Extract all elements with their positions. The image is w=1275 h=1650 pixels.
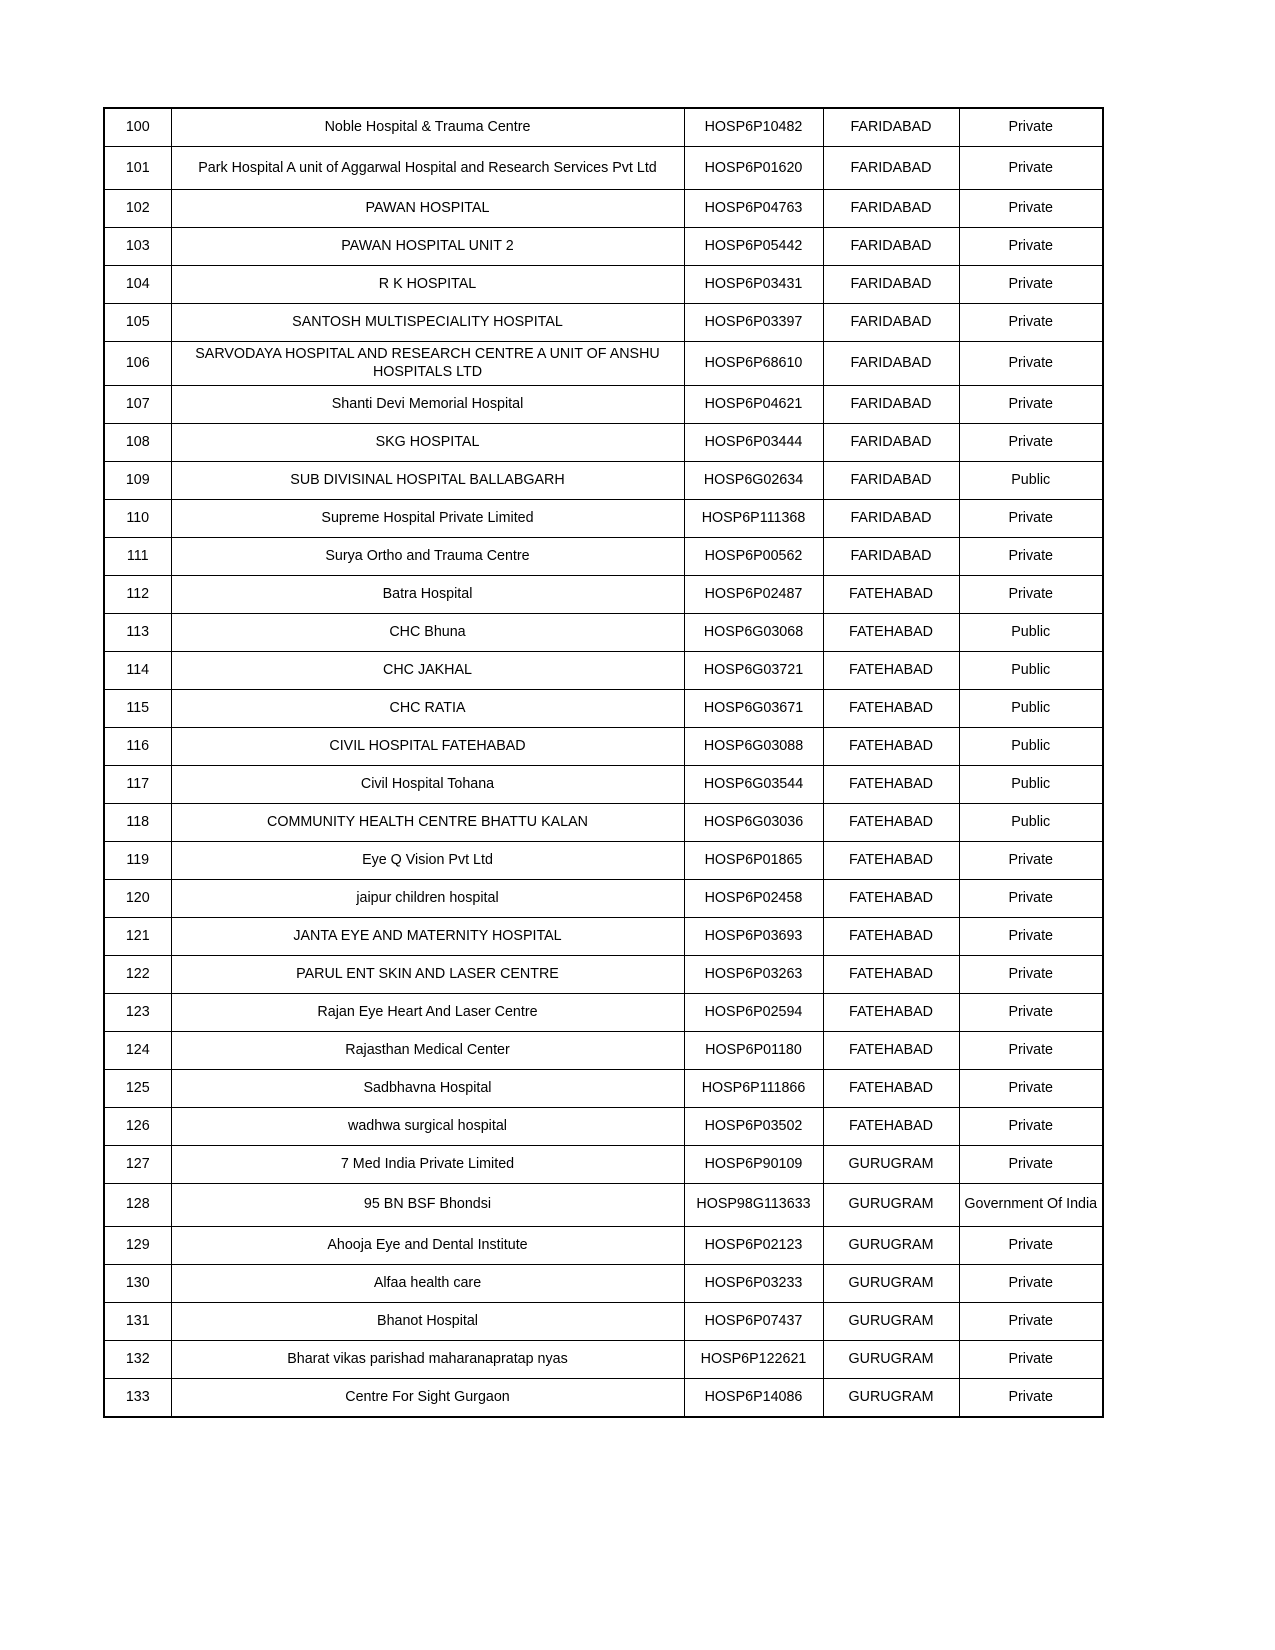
cell-serial-number: 106 bbox=[104, 342, 171, 386]
table-row bbox=[104, 1107, 1103, 1145]
cell-district: GURUGRAM bbox=[823, 1302, 959, 1340]
cell-district: GURUGRAM bbox=[823, 1183, 959, 1226]
cell-serial-number: 132 bbox=[104, 1340, 171, 1378]
cell-hospital-name: Alfaa health care bbox=[171, 1264, 684, 1302]
table-row bbox=[104, 1264, 1103, 1302]
cell-hospital-code: HOSP6P02594 bbox=[684, 993, 823, 1031]
cell-district: FATEHABAD bbox=[823, 803, 959, 841]
cell-hospital-code: HOSP6P05442 bbox=[684, 228, 823, 266]
cell-hospital-name: Noble Hospital & Trauma Centre bbox=[171, 108, 684, 147]
cell-serial-number: 123 bbox=[104, 993, 171, 1031]
table-row bbox=[104, 1340, 1103, 1378]
cell-serial-number: 124 bbox=[104, 1031, 171, 1069]
cell-hospital-name: Rajan Eye Heart And Laser Centre bbox=[171, 993, 684, 1031]
cell-hospital-name: CHC JAKHAL bbox=[171, 651, 684, 689]
cell-serial-number: 103 bbox=[104, 228, 171, 266]
cell-serial-number: 116 bbox=[104, 727, 171, 765]
cell-serial-number: 125 bbox=[104, 1069, 171, 1107]
cell-hospital-type: Private bbox=[959, 304, 1103, 342]
cell-hospital-code: HOSP6P111368 bbox=[684, 499, 823, 537]
table-body bbox=[104, 108, 1103, 1417]
table-row bbox=[104, 803, 1103, 841]
cell-hospital-type: Private bbox=[959, 917, 1103, 955]
cell-hospital-code: HOSP6P03444 bbox=[684, 423, 823, 461]
cell-district: FATEHABAD bbox=[823, 917, 959, 955]
table-row bbox=[104, 1302, 1103, 1340]
cell-hospital-name: Bharat vikas parishad maharanapratap nyas bbox=[171, 1340, 684, 1378]
cell-hospital-type: Private bbox=[959, 147, 1103, 190]
table-row bbox=[104, 108, 1103, 147]
cell-hospital-type: Public bbox=[959, 803, 1103, 841]
cell-hospital-type: Private bbox=[959, 537, 1103, 575]
cell-hospital-name: R K HOSPITAL bbox=[171, 266, 684, 304]
cell-hospital-code: HOSP6G03721 bbox=[684, 651, 823, 689]
cell-hospital-code: HOSP6P02487 bbox=[684, 575, 823, 613]
cell-district: FARIDABAD bbox=[823, 461, 959, 499]
cell-hospital-code: HOSP6P01620 bbox=[684, 147, 823, 190]
cell-serial-number: 129 bbox=[104, 1226, 171, 1264]
cell-hospital-code: HOSP6P00562 bbox=[684, 537, 823, 575]
cell-hospital-name: Eye Q Vision Pvt Ltd bbox=[171, 841, 684, 879]
cell-hospital-type: Private bbox=[959, 385, 1103, 423]
cell-serial-number: 110 bbox=[104, 499, 171, 537]
cell-hospital-code: HOSP6P03397 bbox=[684, 304, 823, 342]
cell-hospital-code: HOSP6G03671 bbox=[684, 689, 823, 727]
table-row bbox=[104, 1226, 1103, 1264]
cell-hospital-code: HOSP6P03233 bbox=[684, 1264, 823, 1302]
cell-district: FATEHABAD bbox=[823, 651, 959, 689]
cell-district: FARIDABAD bbox=[823, 108, 959, 147]
cell-district: GURUGRAM bbox=[823, 1378, 959, 1417]
cell-hospital-code: HOSP6P03693 bbox=[684, 917, 823, 955]
cell-hospital-name: wadhwa surgical hospital bbox=[171, 1107, 684, 1145]
cell-district: FATEHABAD bbox=[823, 955, 959, 993]
cell-hospital-name: 7 Med India Private Limited bbox=[171, 1145, 684, 1183]
cell-hospital-code: HOSP6G02634 bbox=[684, 461, 823, 499]
table-row bbox=[104, 955, 1103, 993]
cell-hospital-type: Private bbox=[959, 499, 1103, 537]
cell-hospital-type: Private bbox=[959, 190, 1103, 228]
cell-hospital-code: HOSP6P04763 bbox=[684, 190, 823, 228]
cell-hospital-code: HOSP6P111866 bbox=[684, 1069, 823, 1107]
cell-hospital-type: Private bbox=[959, 228, 1103, 266]
cell-hospital-name: SUB DIVISINAL HOSPITAL BALLABGARH bbox=[171, 461, 684, 499]
cell-serial-number: 121 bbox=[104, 917, 171, 955]
cell-hospital-type: Private bbox=[959, 1145, 1103, 1183]
hospital-table-container bbox=[103, 107, 1102, 1418]
cell-hospital-code: HOSP6P14086 bbox=[684, 1378, 823, 1417]
cell-hospital-type: Private bbox=[959, 1340, 1103, 1378]
table-row bbox=[104, 651, 1103, 689]
cell-hospital-name: COMMUNITY HEALTH CENTRE BHATTU KALAN bbox=[171, 803, 684, 841]
cell-serial-number: 131 bbox=[104, 1302, 171, 1340]
cell-serial-number: 119 bbox=[104, 841, 171, 879]
cell-district: FATEHABAD bbox=[823, 765, 959, 803]
cell-hospital-type: Private bbox=[959, 1378, 1103, 1417]
cell-hospital-type: Private bbox=[959, 1226, 1103, 1264]
cell-hospital-type: Private bbox=[959, 1107, 1103, 1145]
cell-serial-number: 111 bbox=[104, 537, 171, 575]
cell-hospital-code: HOSP6G03036 bbox=[684, 803, 823, 841]
table-row bbox=[104, 266, 1103, 304]
cell-hospital-code: HOSP6P01865 bbox=[684, 841, 823, 879]
table-row bbox=[104, 575, 1103, 613]
cell-serial-number: 105 bbox=[104, 304, 171, 342]
cell-serial-number: 102 bbox=[104, 190, 171, 228]
table-row bbox=[104, 423, 1103, 461]
cell-hospital-name: Ahooja Eye and Dental Institute bbox=[171, 1226, 684, 1264]
cell-hospital-type: Private bbox=[959, 423, 1103, 461]
cell-serial-number: 112 bbox=[104, 575, 171, 613]
cell-hospital-name: CHC Bhuna bbox=[171, 613, 684, 651]
cell-hospital-name: Bhanot Hospital bbox=[171, 1302, 684, 1340]
cell-hospital-code: HOSP6P03502 bbox=[684, 1107, 823, 1145]
cell-hospital-name: 95 BN BSF Bhondsi bbox=[171, 1183, 684, 1226]
cell-district: FARIDABAD bbox=[823, 342, 959, 386]
cell-district: GURUGRAM bbox=[823, 1264, 959, 1302]
cell-hospital-type: Public bbox=[959, 689, 1103, 727]
table-row bbox=[104, 1183, 1103, 1226]
cell-hospital-name: PAWAN HOSPITAL bbox=[171, 190, 684, 228]
cell-hospital-type: Public bbox=[959, 727, 1103, 765]
cell-hospital-type: Private bbox=[959, 1031, 1103, 1069]
cell-serial-number: 113 bbox=[104, 613, 171, 651]
cell-serial-number: 126 bbox=[104, 1107, 171, 1145]
cell-district: FARIDABAD bbox=[823, 190, 959, 228]
table-row bbox=[104, 841, 1103, 879]
table-row bbox=[104, 1069, 1103, 1107]
cell-hospital-name: SKG HOSPITAL bbox=[171, 423, 684, 461]
cell-serial-number: 127 bbox=[104, 1145, 171, 1183]
cell-serial-number: 128 bbox=[104, 1183, 171, 1226]
table-row bbox=[104, 765, 1103, 803]
cell-hospital-name: Civil Hospital Tohana bbox=[171, 765, 684, 803]
cell-district: FATEHABAD bbox=[823, 841, 959, 879]
table-row bbox=[104, 993, 1103, 1031]
table-row bbox=[104, 461, 1103, 499]
cell-hospital-type: Private bbox=[959, 1069, 1103, 1107]
cell-hospital-name: CIVIL HOSPITAL FATEHABAD bbox=[171, 727, 684, 765]
cell-hospital-code: HOSP6P10482 bbox=[684, 108, 823, 147]
cell-district: GURUGRAM bbox=[823, 1340, 959, 1378]
cell-district: FARIDABAD bbox=[823, 423, 959, 461]
cell-hospital-code: HOSP6P02458 bbox=[684, 879, 823, 917]
table-row bbox=[104, 613, 1103, 651]
cell-hospital-type: Private bbox=[959, 879, 1103, 917]
table-row bbox=[104, 304, 1103, 342]
cell-hospital-type: Private bbox=[959, 1264, 1103, 1302]
cell-hospital-code: HOSP6P04621 bbox=[684, 385, 823, 423]
cell-serial-number: 118 bbox=[104, 803, 171, 841]
cell-serial-number: 100 bbox=[104, 108, 171, 147]
cell-hospital-name: JANTA EYE AND MATERNITY HOSPITAL bbox=[171, 917, 684, 955]
cell-district: FARIDABAD bbox=[823, 228, 959, 266]
cell-serial-number: 115 bbox=[104, 689, 171, 727]
cell-district: FATEHABAD bbox=[823, 575, 959, 613]
cell-hospital-name: SANTOSH MULTISPECIALITY HOSPITAL bbox=[171, 304, 684, 342]
cell-hospital-code: HOSP6P07437 bbox=[684, 1302, 823, 1340]
cell-serial-number: 101 bbox=[104, 147, 171, 190]
table-row bbox=[104, 499, 1103, 537]
cell-serial-number: 117 bbox=[104, 765, 171, 803]
cell-serial-number: 120 bbox=[104, 879, 171, 917]
cell-hospital-code: HOSP6P90109 bbox=[684, 1145, 823, 1183]
cell-serial-number: 109 bbox=[104, 461, 171, 499]
cell-hospital-name: Supreme Hospital Private Limited bbox=[171, 499, 684, 537]
cell-hospital-name: Surya Ortho and Trauma Centre bbox=[171, 537, 684, 575]
table-row bbox=[104, 190, 1103, 228]
table-row bbox=[104, 342, 1103, 386]
cell-district: FARIDABAD bbox=[823, 147, 959, 190]
cell-hospital-code: HOSP6P03263 bbox=[684, 955, 823, 993]
table-row bbox=[104, 537, 1103, 575]
cell-district: FATEHABAD bbox=[823, 1107, 959, 1145]
cell-hospital-type: Public bbox=[959, 461, 1103, 499]
cell-serial-number: 108 bbox=[104, 423, 171, 461]
cell-hospital-name: Shanti Devi Memorial Hospital bbox=[171, 385, 684, 423]
table-row bbox=[104, 1378, 1103, 1417]
table-row bbox=[104, 727, 1103, 765]
cell-hospital-type: Public bbox=[959, 613, 1103, 651]
table-row bbox=[104, 385, 1103, 423]
cell-hospital-name: Batra Hospital bbox=[171, 575, 684, 613]
cell-hospital-type: Private bbox=[959, 1302, 1103, 1340]
cell-district: FATEHABAD bbox=[823, 613, 959, 651]
cell-hospital-name: CHC RATIA bbox=[171, 689, 684, 727]
cell-hospital-type: Private bbox=[959, 342, 1103, 386]
cell-hospital-code: HOSP6G03544 bbox=[684, 765, 823, 803]
cell-hospital-type: Public bbox=[959, 651, 1103, 689]
cell-hospital-name: Sadbhavna Hospital bbox=[171, 1069, 684, 1107]
cell-serial-number: 122 bbox=[104, 955, 171, 993]
cell-district: FARIDABAD bbox=[823, 537, 959, 575]
cell-hospital-code: HOSP6G03088 bbox=[684, 727, 823, 765]
cell-district: FATEHABAD bbox=[823, 879, 959, 917]
cell-district: FATEHABAD bbox=[823, 1031, 959, 1069]
cell-hospital-code: HOSP98G113633 bbox=[684, 1183, 823, 1226]
cell-hospital-type: Government Of India bbox=[959, 1183, 1103, 1226]
cell-hospital-type: Private bbox=[959, 266, 1103, 304]
table-row bbox=[104, 879, 1103, 917]
cell-district: FATEHABAD bbox=[823, 993, 959, 1031]
table-row bbox=[104, 1031, 1103, 1069]
cell-hospital-type: Public bbox=[959, 765, 1103, 803]
cell-hospital-code: HOSP6P01180 bbox=[684, 1031, 823, 1069]
table-row bbox=[104, 1145, 1103, 1183]
cell-district: FARIDABAD bbox=[823, 499, 959, 537]
cell-hospital-code: HOSP6G03068 bbox=[684, 613, 823, 651]
hospital-list-table bbox=[103, 107, 1104, 1418]
cell-hospital-name: PAWAN HOSPITAL UNIT 2 bbox=[171, 228, 684, 266]
cell-hospital-code: HOSP6P68610 bbox=[684, 342, 823, 386]
cell-district: FATEHABAD bbox=[823, 727, 959, 765]
cell-district: FARIDABAD bbox=[823, 385, 959, 423]
cell-hospital-code: HOSP6P02123 bbox=[684, 1226, 823, 1264]
cell-serial-number: 114 bbox=[104, 651, 171, 689]
cell-hospital-type: Private bbox=[959, 108, 1103, 147]
cell-district: FARIDABAD bbox=[823, 266, 959, 304]
table-row bbox=[104, 228, 1103, 266]
cell-hospital-code: HOSP6P122621 bbox=[684, 1340, 823, 1378]
cell-hospital-type: Private bbox=[959, 993, 1103, 1031]
cell-hospital-name: Centre For Sight Gurgaon bbox=[171, 1378, 684, 1417]
cell-hospital-name: Park Hospital A unit of Aggarwal Hospital and Research Services Pvt Ltd bbox=[171, 147, 684, 190]
table-row bbox=[104, 689, 1103, 727]
cell-district: GURUGRAM bbox=[823, 1226, 959, 1264]
cell-district: FATEHABAD bbox=[823, 689, 959, 727]
cell-hospital-name: jaipur children hospital bbox=[171, 879, 684, 917]
table-row bbox=[104, 147, 1103, 190]
cell-hospital-name: Rajasthan Medical Center bbox=[171, 1031, 684, 1069]
cell-hospital-type: Private bbox=[959, 841, 1103, 879]
table-row bbox=[104, 917, 1103, 955]
cell-hospital-type: Private bbox=[959, 575, 1103, 613]
cell-serial-number: 130 bbox=[104, 1264, 171, 1302]
cell-hospital-name: PARUL ENT SKIN AND LASER CENTRE bbox=[171, 955, 684, 993]
cell-serial-number: 104 bbox=[104, 266, 171, 304]
cell-district: FATEHABAD bbox=[823, 1069, 959, 1107]
cell-hospital-name: SARVODAYA HOSPITAL AND RESEARCH CENTRE A UNIT OF ANSHU HOSPITALS LTD bbox=[171, 342, 684, 386]
cell-district: FARIDABAD bbox=[823, 304, 959, 342]
cell-hospital-code: HOSP6P03431 bbox=[684, 266, 823, 304]
cell-serial-number: 107 bbox=[104, 385, 171, 423]
cell-district: GURUGRAM bbox=[823, 1145, 959, 1183]
cell-hospital-type: Private bbox=[959, 955, 1103, 993]
cell-serial-number: 133 bbox=[104, 1378, 171, 1417]
